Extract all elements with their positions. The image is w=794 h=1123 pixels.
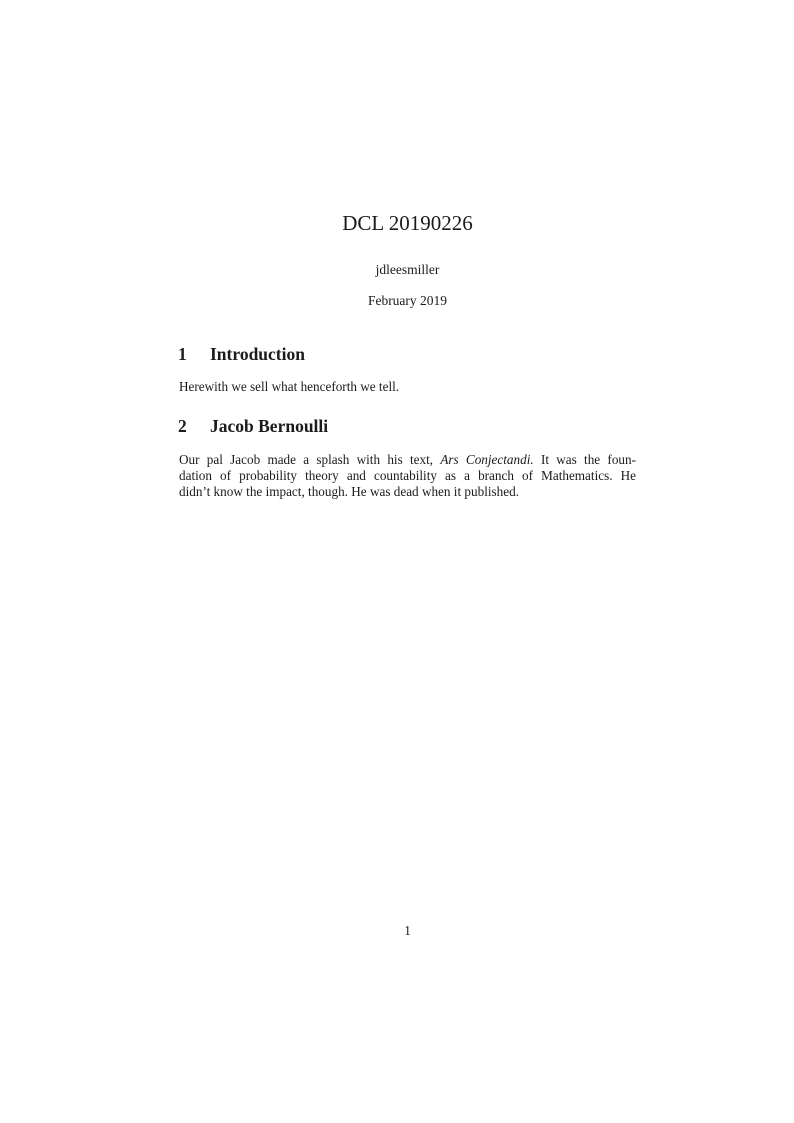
document-author: jdleesmiller [375,262,440,277]
document-date: February 2019 [367,293,448,308]
title-block [179,212,636,308]
page-number: 1 [404,923,411,938]
paragraph-text: Our pal Jacob made a splash with his text, [179,452,441,467]
paragraph-line [179,452,636,468]
paragraph-line: dation of probability theory and countability as a branch of Mathematics. He [179,467,636,483]
paragraph-jacob-bernoulli [179,452,636,500]
section-number: 1 [178,344,187,364]
paragraph-introduction: Herewith we sell what henceforth we tell. [179,379,400,394]
section-heading-introduction [178,345,635,364]
section-title: Introduction [210,344,305,364]
book-title-italic: Ars Conjectandi. [440,452,534,467]
section-number: 2 [178,416,187,436]
section-heading-jacob-bernoulli [178,417,635,436]
paragraph-text: It was the foun- [533,452,636,467]
paragraph-line: didn’t know the impact, though. He was dead when it published. [179,483,520,499]
document-title: DCL 20190226 [342,211,473,235]
section-title: Jacob Bernoulli [210,416,329,436]
